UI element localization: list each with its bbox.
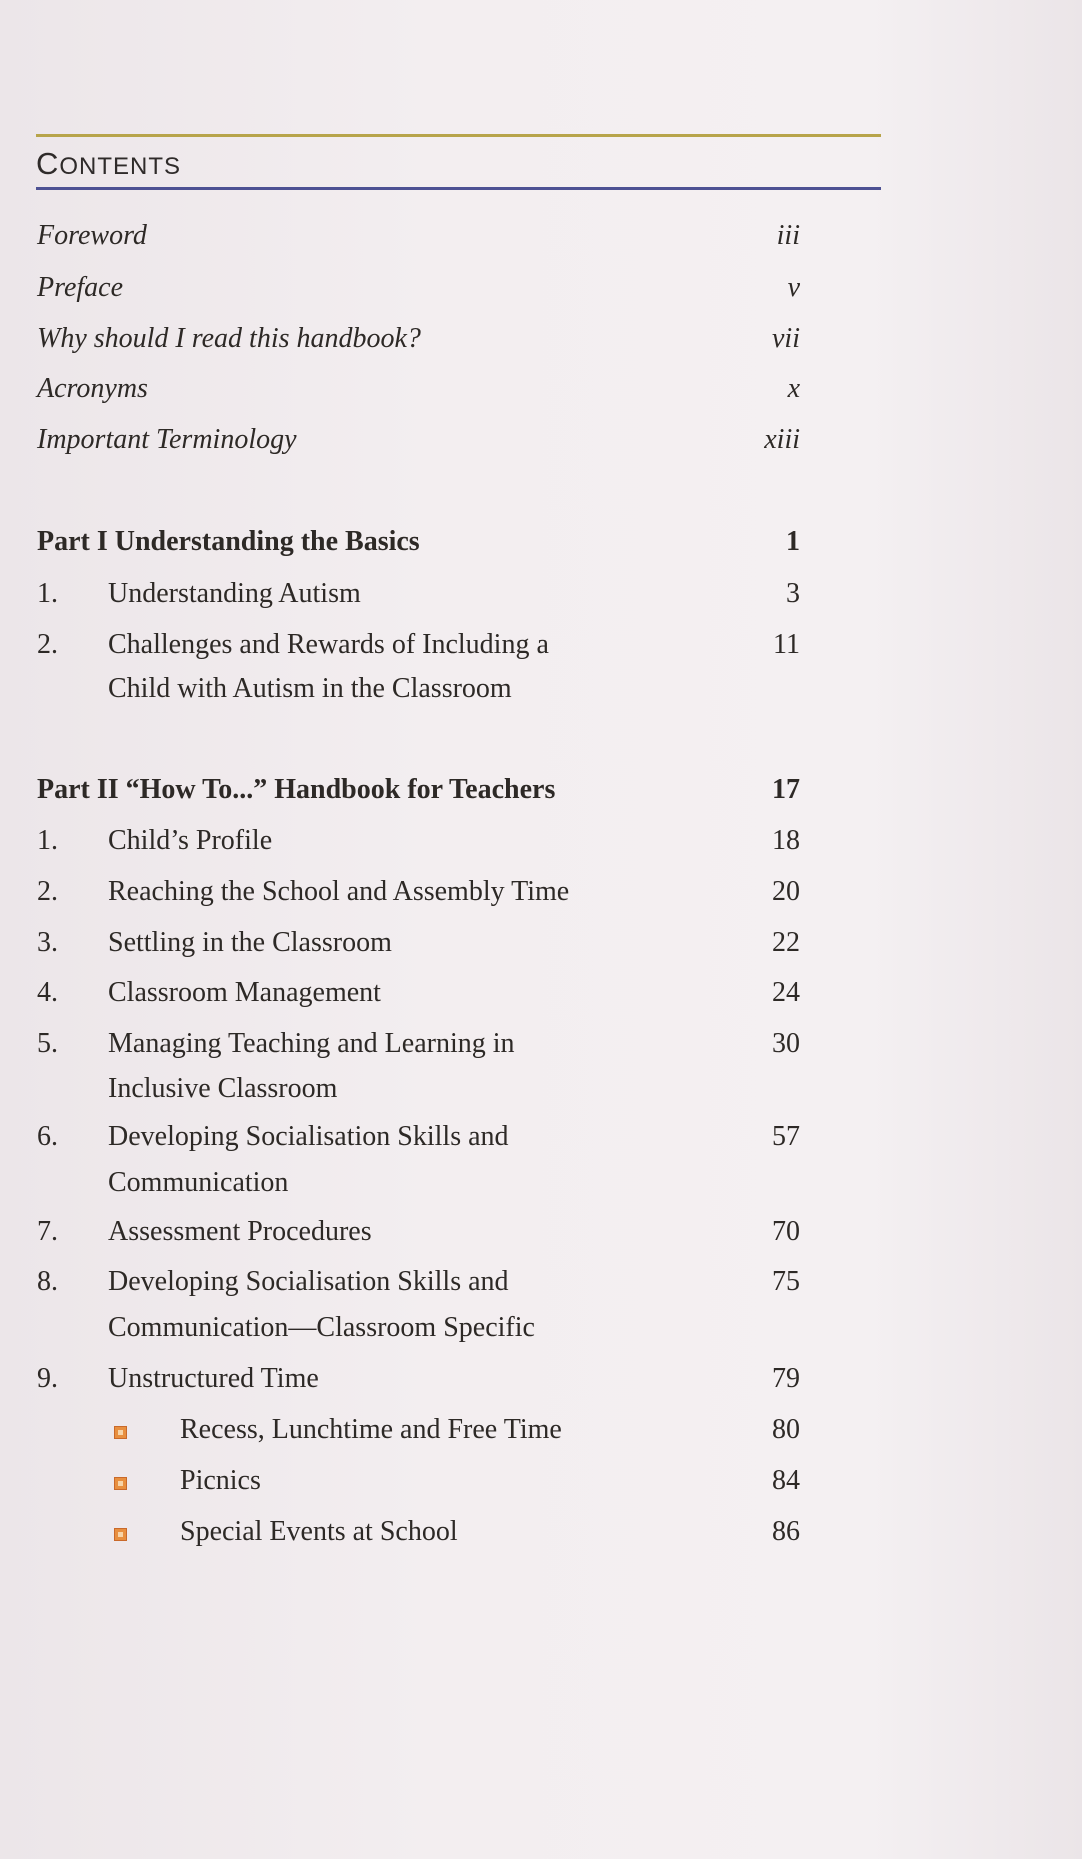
chapter-title-line2: Inclusive Classroom (108, 1073, 338, 1104)
chapter-title: Understanding Autism (108, 578, 361, 609)
square-bullet-icon (114, 1477, 127, 1490)
entry-page: xiii (764, 424, 800, 455)
chapter-number: 1. (37, 578, 58, 609)
chapter-title: Child’s Profile (108, 825, 273, 856)
chapter-page: 70 (772, 1216, 800, 1247)
square-bullet-icon (114, 1426, 127, 1439)
chapter-page: 30 (772, 1028, 800, 1059)
subsection-page: 84 (772, 1465, 800, 1496)
part-page: 1 (786, 526, 800, 557)
part-title: Part I Understanding the Basics (37, 526, 420, 557)
subsection-title: Special Events at School (180, 1516, 458, 1547)
chapter-number: 2. (37, 876, 58, 907)
part-page: 17 (772, 774, 800, 805)
bottom-rule (36, 187, 881, 190)
chapter-page: 11 (773, 629, 800, 660)
chapter-number: 2. (37, 629, 58, 660)
chapter-page: 20 (772, 876, 800, 907)
chapter-title: Developing Socialisation Skills and (108, 1121, 509, 1152)
chapter-title: Challenges and Rewards of Including a (108, 629, 549, 660)
part-title: Part II “How To...” Handbook for Teachers (37, 774, 556, 805)
chapter-number: 6. (37, 1121, 58, 1152)
chapter-page: 24 (772, 977, 800, 1008)
chapter-title: Developing Socialisation Skills and (108, 1266, 509, 1297)
chapter-page: 18 (772, 825, 800, 856)
entry-title: Foreword (37, 220, 147, 251)
chapter-title-line2: Child with Autism in the Classroom (108, 673, 512, 704)
entry-title: Important Terminology (37, 424, 297, 455)
entry-page: iii (776, 220, 800, 251)
chapter-page: 3 (786, 578, 800, 609)
chapter-title: Classroom Management (108, 977, 381, 1008)
top-rule (36, 134, 881, 137)
chapter-title: Unstructured Time (108, 1363, 319, 1394)
chapter-number: 9. (37, 1363, 58, 1394)
chapter-page: 75 (772, 1266, 800, 1297)
chapter-number: 3. (37, 927, 58, 958)
chapter-title: Reaching the School and Assembly Time (108, 876, 570, 907)
subsection-title: Recess, Lunchtime and Free Time (180, 1414, 562, 1445)
subsection-title: Picnics (180, 1465, 261, 1496)
chapter-page: 57 (772, 1121, 800, 1152)
contents-heading: CONTENTS (36, 146, 182, 181)
subsection-page: 86 (772, 1516, 800, 1547)
chapter-number: 8. (37, 1266, 58, 1297)
entry-title: Why should I read this handbook? (37, 323, 421, 354)
chapter-page: 79 (772, 1363, 800, 1394)
chapter-number: 4. (37, 977, 58, 1008)
entry-title: Acronyms (37, 373, 148, 404)
chapter-title: Settling in the Classroom (108, 927, 392, 958)
chapter-number: 7. (37, 1216, 58, 1247)
chapter-title: Managing Teaching and Learning in (108, 1028, 515, 1059)
entry-title: Preface (37, 272, 124, 303)
square-bullet-icon (114, 1528, 127, 1541)
chapter-page: 22 (772, 927, 800, 958)
entry-page: v (787, 272, 800, 303)
entry-page: vii (772, 323, 800, 354)
chapter-title: Assessment Procedures (108, 1216, 372, 1247)
chapter-title-line2: Communication (108, 1167, 289, 1198)
entry-page: x (787, 373, 800, 404)
subsection-page: 80 (772, 1414, 800, 1445)
chapter-number: 1. (37, 825, 58, 856)
chapter-number: 5. (37, 1028, 58, 1059)
chapter-title-line2: Communication—Classroom Specific (108, 1312, 535, 1343)
